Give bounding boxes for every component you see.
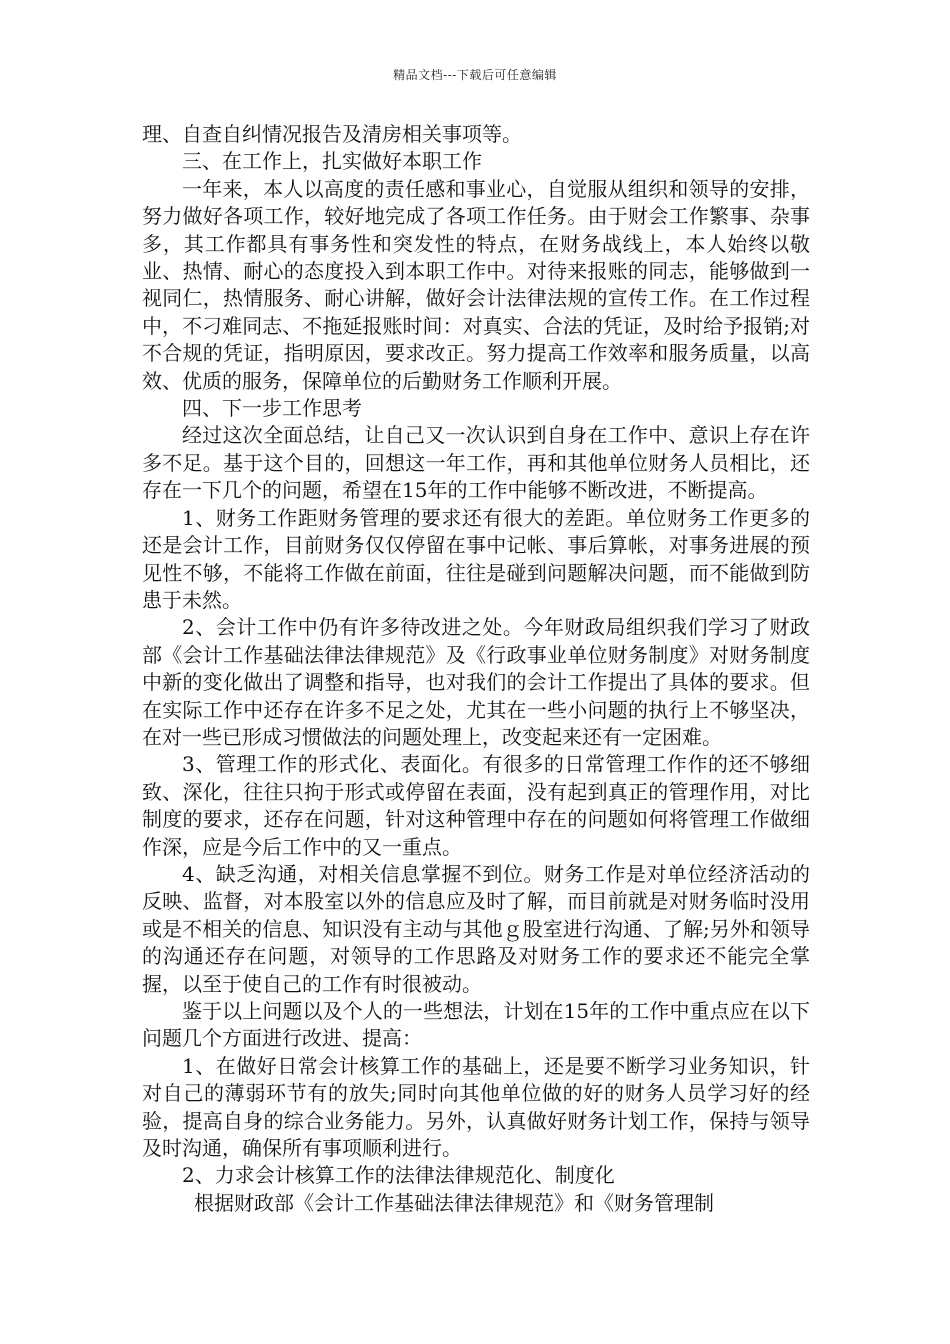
paragraph-plan-2-body: 根据财政部《会计工作基础法律法律规范》和《财务管理制 bbox=[194, 1190, 714, 1215]
paragraph-work-summary: 一年来，本人以高度的责任感和事业心，自觉服从组织和领导的安排，努力做好各项工作，较好地完成了各项工作任务。由于财会工作繁事、杂事多，其工作都具有事务性和突发性的特点，在财务战线上，本人始终以敬业、热情、耐心的态度投入到本职工作中。对待来报账的同志，能够做到一视同仁，热情服务、耐心讲解，做好会计法律法规的宣传工作。在工作过程中，不刁难同志、不拖延报账时间：对真实、合法的凭证，及时给予报销;对不合规的凭证，指明原因，要求改正。努力提高工作效率和服务质量，以高效、优质的服务，保障单位的后勤财务工作顺利开展。 bbox=[142, 176, 810, 393]
paragraph-issue-2: 2、会计工作中仍有许多待改进之处。今年财政局组织我们学习了财政部《会计工作基础法律法律规范》及《行政事业单位财务制度》对财务制度中新的变化做出了调整和指导，也对我们的会计工作提出了具体的要求。但在实际工作中还存在许多不足之处，尤其在一些小问题的执行上不够坚决，在对一些已形成习惯做法的问题处理上，改变起来还有一定困难。 bbox=[142, 615, 810, 749]
section-heading-3: 三、在工作上，扎实做好本职工作 bbox=[182, 149, 482, 174]
paragraph-plan-intro: 鉴于以上问题以及个人的一些想法，计划在15年的工作中重点应在以下问题几个方面进行改进、提高： bbox=[142, 999, 810, 1051]
paragraph-issue-1: 1、财务工作距财务管理的要求还有很大的差距。单位财务工作更多的还是会计工作，目前财务仅仅停留在事中记帐、事后算帐，对事务进展的预见性不够，不能将工作做在前面，往往是碰到问题解决问题，而不能做到防患于未然。 bbox=[142, 505, 810, 612]
page-header: 精品文档---下载后可任意编辑 bbox=[393, 68, 557, 82]
paragraph-issue-4: 4、缺乏沟通，对相关信息掌握不到位。财务工作是对单位经济活动的反映、监督，对本股室以外的信息应及时了解，而目前就是对财务临时没用或是不相关的信息、知识没有主动与其他ｇ股室进行沟通、了解;另外和领导的沟通还存在问题，对领导的工作思路及对财务工作的要求还不能完全掌握，以至于使自己的工作有时很被动。 bbox=[142, 861, 810, 996]
paragraph-issue-3: 3、管理工作的形式化、表面化。有很多的日常管理工作作的还不够细致、深化，往往只拘于形式或停留在表面，没有起到真正的管理作用，对比制度的要求，还存在问题，针对这种管理中存在的问题如何将管理工作做细作深，应是今后工作中的又一重点。 bbox=[142, 752, 810, 859]
paragraph-plan-1: 1、在做好日常会计核算工作的基础上，还是要不断学习业务知识，针对自己的薄弱环节有的放失;同时向其他单位做的好的财务人员学习好的经验，提高自身的综合业务能力。另外，认真做好财务计划工作，保持与领导及时沟通，确保所有事项顺利进行。 bbox=[142, 1053, 810, 1161]
document-body bbox=[142, 121, 810, 1217]
paragraph-plan-2-heading: 2、力求会计核算工作的法律法律规范化、制度化 bbox=[182, 1163, 615, 1188]
section-heading-4: 四、下一步工作思考 bbox=[182, 396, 362, 421]
paragraph-continuation: 理、自查自纠情况报告及清房相关事项等。 bbox=[142, 122, 522, 146]
paragraph-reflection: 经过这次全面总结，让自己又一次认识到自身在工作中、意识上存在许多不足。基于这个目的，回想这一年工作，再和其他单位财务人员相比，还存在一下几个的问题，希望在15年的工作中能够不断改进，不断提高。 bbox=[142, 423, 810, 503]
